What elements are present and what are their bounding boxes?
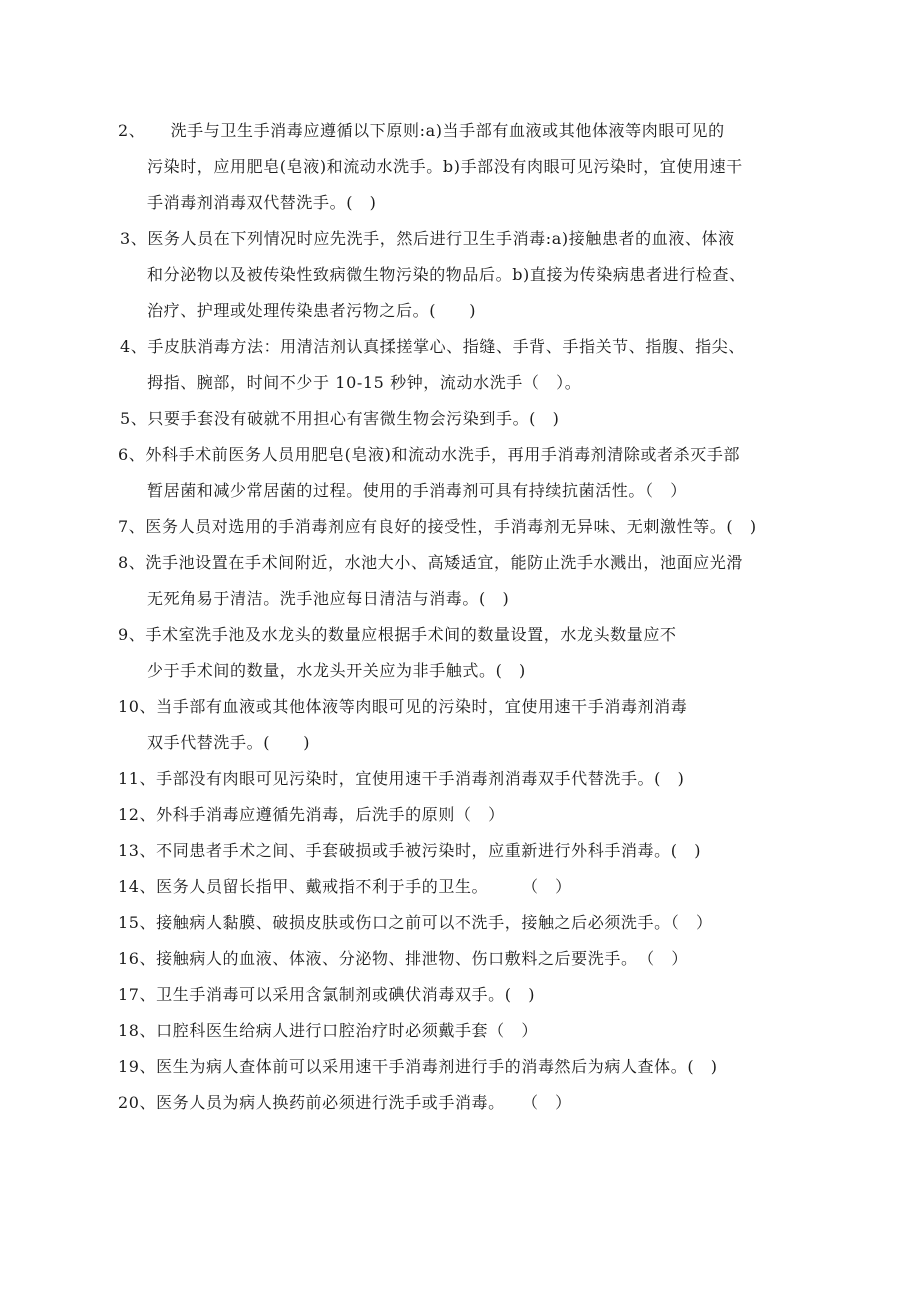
question-line: 手消毒剂消毒双代替洗手。( ) (147, 193, 377, 212)
question-line: 12、外科手消毒应遵循先消毒，后洗手的原则（ ） (118, 805, 505, 824)
question-line: 7、医务人员对选用的手消毒剂应有良好的接受性，手消毒剂无异味、无刺激性等。( ) (118, 517, 757, 536)
question-line: 污染时，应用肥皂(皂液)和流动水洗手。b)手部没有肉眼可见污染时，宜使用速干 (147, 157, 743, 176)
question-line: 17、卫生手消毒可以采用含氯制剂或碘伏消毒双手。( ) (118, 985, 536, 1004)
question-line: 治疗、护理或处理传染患者污物之后。( ) (147, 301, 477, 320)
question-line: 18、口腔科医生给病人进行口腔治疗时必须戴手套（ ） (118, 1021, 538, 1040)
question-line: 10、当手部有血液或其他体液等肉眼可见的污染时，宜使用速干手消毒剂消毒 (118, 697, 688, 716)
question-line: 9、手术室洗手池及水龙头的数量应根据手术间的数量设置，水龙头数量应不 (118, 625, 677, 644)
question-line: 6、外科手术前医务人员用肥皂(皂液)和流动水洗手，再用手消毒剂清除或者杀灭手部 (118, 445, 741, 464)
question-line: 20、医务人员为病人换药前必须进行洗手或手消毒。 （ ） (118, 1093, 572, 1112)
question-line: 无死角易于清洁。洗手池应每日清洁与消毒。( ) (147, 589, 510, 608)
question-line: 3、医务人员在下列情况时应先洗手，然后进行卫生手消毒:a)接触患者的血液、体液 (120, 229, 735, 248)
question-line: 和分泌物以及被传染性致病微生物污染的物品后。b)直接为传染病患者进行检查、 (147, 265, 746, 284)
question-line: 16、接触病人的血液、体液、分泌物、排泄物、伤口敷料之后要洗手。 （ ） (118, 949, 688, 968)
question-line: 14、医务人员留长指甲、戴戒指不利于手的卫生。 （ ） (118, 877, 572, 896)
question-line: 8、洗手池设置在手术间附近，水池大小、高矮适宜，能防止洗手水溅出，池面应光滑 (118, 553, 743, 572)
question-line: 19、医生为病人查体前可以采用速干手消毒剂进行手的消毒然后为病人查体。( ) (118, 1057, 718, 1076)
question-line: 15、接触病人黏膜、破损皮肤或伤口之前可以不洗手，接触之后必须洗手。（ ） (118, 913, 713, 932)
question-line: 2、 洗手与卫生手消毒应遵循以下原则:a)当手部有血液或其他体液等肉眼可见的 (118, 121, 725, 140)
question-line: 5、只要手套没有破就不用担心有害微生物会污染到手。( ) (120, 409, 560, 428)
question-line: 双手代替洗手。( ) (147, 733, 311, 752)
question-line: 暂居菌和减少常居菌的过程。使用的手消毒剂可具有持续抗菌活性。（ ） (147, 481, 687, 500)
question-line: 拇指、腕部，时间不少于 10-15 秒钟，流动水洗手（ ）。 (147, 373, 582, 392)
question-line: 4、手皮肤消毒方法：用清洁剂认真揉搓掌心、指缝、手背、手指关节、指腹、指尖、 (120, 337, 745, 356)
question-line: 少于手术间的数量，水龙头开关应为非手触式。( ) (147, 661, 526, 680)
question-line: 13、不同患者手术之间、手套破损或手被污染时，应重新进行外科手消毒。( ) (118, 841, 702, 860)
question-line: 11、手部没有肉眼可见污染时，宜使用速干手消毒剂消毒双手代替洗手。( ) (118, 769, 685, 788)
